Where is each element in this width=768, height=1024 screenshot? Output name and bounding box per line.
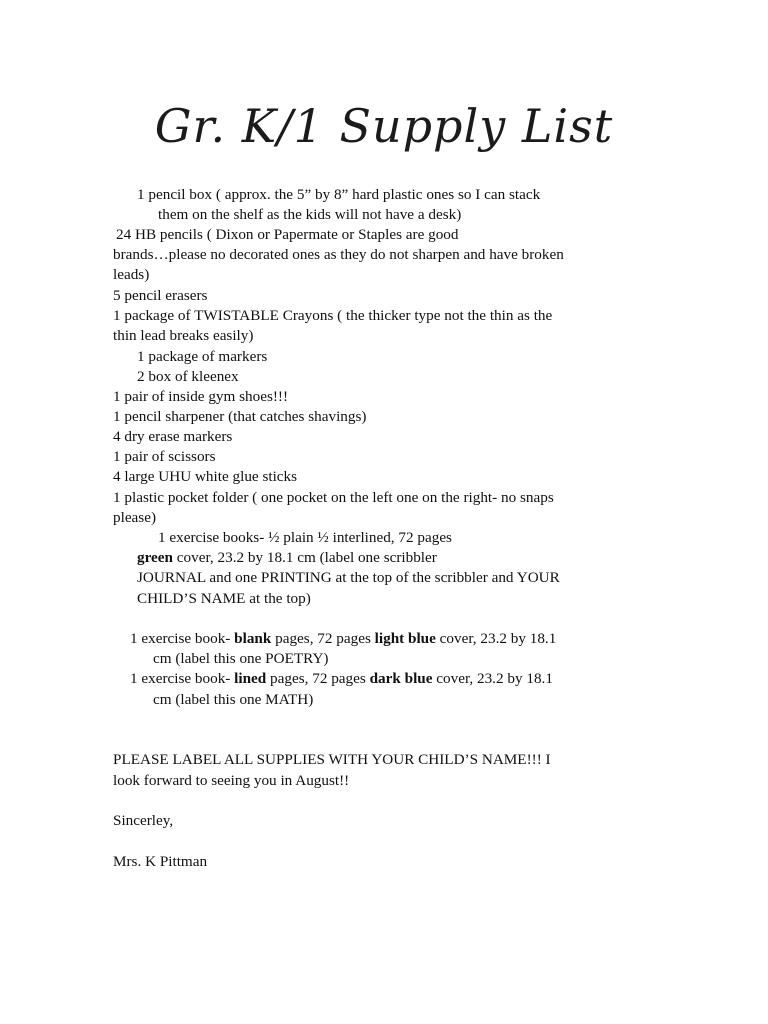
supply-line: 1 pair of inside gym shoes!!! xyxy=(113,388,289,405)
supply-line: please) xyxy=(113,509,157,526)
bold-text: green xyxy=(137,549,173,566)
supply-line: leads) xyxy=(113,266,150,283)
bold-text: blank xyxy=(234,630,272,647)
supply-line: 1 exercise books- ½ plain ½ interlined, 72 pages xyxy=(158,529,452,546)
text-run: pages, 72 pages xyxy=(271,630,375,647)
supply-line: brands…please no decorated ones as they do not sharpen and have broken xyxy=(113,246,564,263)
supply-line xyxy=(130,669,670,689)
text-run: pages, 72 pages xyxy=(266,670,370,687)
supply-line xyxy=(130,629,670,649)
bold-text: light blue xyxy=(374,630,436,647)
text-run: 1 exercise book- xyxy=(130,630,235,647)
bold-text: lined xyxy=(234,670,267,687)
supply-line: 2 box of kleenex xyxy=(137,368,239,385)
page-title: Gr. K/1 Supply List xyxy=(154,99,614,153)
closing-note: look forward to seeing you in August!! xyxy=(113,772,350,789)
supply-line xyxy=(137,548,677,568)
signature-name: Mrs. K Pittman xyxy=(113,853,208,870)
text-run: cover, 23.2 by 18.1 cm (label one scribbler xyxy=(173,549,437,566)
supply-line: thin lead breaks easily) xyxy=(113,327,254,344)
supply-line: 1 plastic pocket folder ( one pocket on the left one on the right- no snaps xyxy=(113,489,554,506)
supply-line: 1 pair of scissors xyxy=(113,448,216,465)
sign-off: Sincerley, xyxy=(113,812,174,829)
supply-line: CHILD’S NAME at the top) xyxy=(137,590,311,607)
supply-line: them on the shelf as the kids will not have a desk) xyxy=(158,206,462,223)
supply-line: 4 dry erase markers xyxy=(113,428,233,445)
supply-line: 1 package of markers xyxy=(137,348,268,365)
closing-note: PLEASE LABEL ALL SUPPLIES WITH YOUR CHILD’S NAME!!! I xyxy=(113,751,551,768)
supply-line: 5 pencil erasers xyxy=(113,287,208,304)
text-run: cover, 23.2 by 18.1 xyxy=(432,670,553,687)
supply-line: JOURNAL and one PRINTING at the top of the scribbler and YOUR xyxy=(137,569,560,586)
text-run: cover, 23.2 by 18.1 xyxy=(435,630,557,647)
supply-line: 24 HB pencils ( Dixon or Papermate or Staples are good xyxy=(116,226,459,243)
supply-line: cm (label this one MATH) xyxy=(153,691,314,708)
supply-line: 1 pencil sharpener (that catches shavings) xyxy=(113,408,367,425)
bold-text: dark blue xyxy=(369,670,433,687)
supply-line: 1 package of TWISTABLE Crayons ( the thicker type not the thin as the xyxy=(113,307,553,324)
supply-line: 4 large UHU white glue sticks xyxy=(113,468,298,485)
supply-line: 1 pencil box ( approx. the 5” by 8” hard plastic ones so I can stack xyxy=(137,186,541,203)
supply-line: cm (label this one POETRY) xyxy=(153,650,329,667)
text-run: 1 exercise book- xyxy=(130,670,235,687)
